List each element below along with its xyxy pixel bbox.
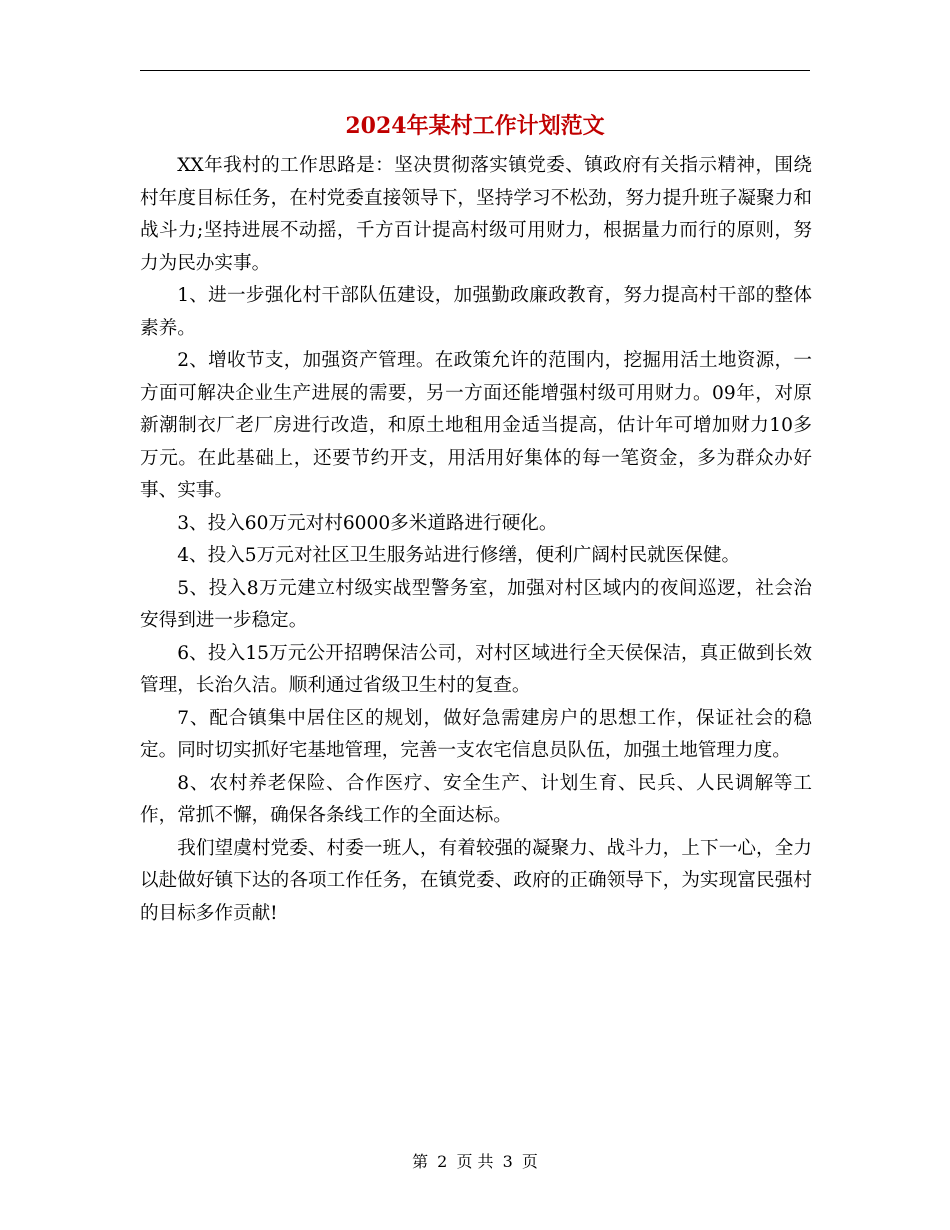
footer-middle: 页 共 <box>456 1152 494 1171</box>
paragraph-item-5: 5、投入8万元建立村级实战型警务室，加强对村区域内的夜间巡逻，社会治安得到进一步稳定。 <box>140 577 812 631</box>
footer-total-pages: 3 <box>502 1152 513 1171</box>
paragraph-intro: XX年我村的工作思路是：坚决贯彻落实镇党委、镇政府有关指示精神，围绕村年度目标任务，在村党委直接领导下，坚持学习不松劲，努力提升班子凝聚力和战斗力;坚持进展不动摇，千方百计提高村级可用财力，根据量力而行的原则，努力为民办实事。 <box>140 155 812 274</box>
paragraph-conclusion: 我们望虞村党委、村委一班人，有着较强的凝聚力、战斗力，上下一心，全力以赴做好镇下达的各项工作任务，在镇党委、政府的正确领导下，为实现富民强村的目标多作贡献! <box>140 837 812 924</box>
paragraph-item-8: 8、农村养老保险、合作医疗、安全生产、计划生育、民兵、人民调解等工作，常抓不懈，确保各条线工作的全面达标。 <box>140 772 812 826</box>
paragraph-item-1: 1、进一步强化村干部队伍建设，加强勤政廉政教育，努力提高村干部的整体素养。 <box>140 285 812 339</box>
paragraph-item-2: 2、增收节支，加强资产管理。在政策允许的范围内，挖掘用活土地资源，一方面可解决企业生产进展的需要，另一方面还能增强村级可用财力。09年，对原新潮制衣厂老厂房进行改造，和原土地租用金适当提高，估计年可增加财力10多万元。在此基础上，还要节约开支，用活用好集体的每一笔资金，多为群众办好事、实事。 <box>140 350 812 501</box>
header-rule <box>140 70 810 71</box>
document-body <box>140 150 812 930</box>
document-title: 2024年某村工作计划范文 <box>345 113 605 139</box>
page-footer <box>0 1150 950 1174</box>
paragraph-item-4: 4、投入5万元对社区卫生服务站进行修缮，便利广阔村民就医保健。 <box>177 545 741 566</box>
footer-current-page: 2 <box>437 1152 448 1171</box>
footer-prefix: 第 <box>412 1152 429 1171</box>
footer-suffix: 页 <box>521 1152 538 1171</box>
paragraph-item-6: 6、投入15万元公开招聘保洁公司，对村区域进行全天侯保洁，真正做到长效管理，长治久洁。顺利通过省级卫生村的复查。 <box>140 642 812 696</box>
paragraph-item-3: 3、投入60万元对村6000多米道路进行硬化。 <box>177 512 558 534</box>
paragraph-item-7: 7、配合镇集中居住区的规划，做好急需建房户的思想工作，保证社会的稳定。同时切实抓好宅基地管理，完善一支农宅信息员队伍，加强土地管理力度。 <box>140 707 812 761</box>
